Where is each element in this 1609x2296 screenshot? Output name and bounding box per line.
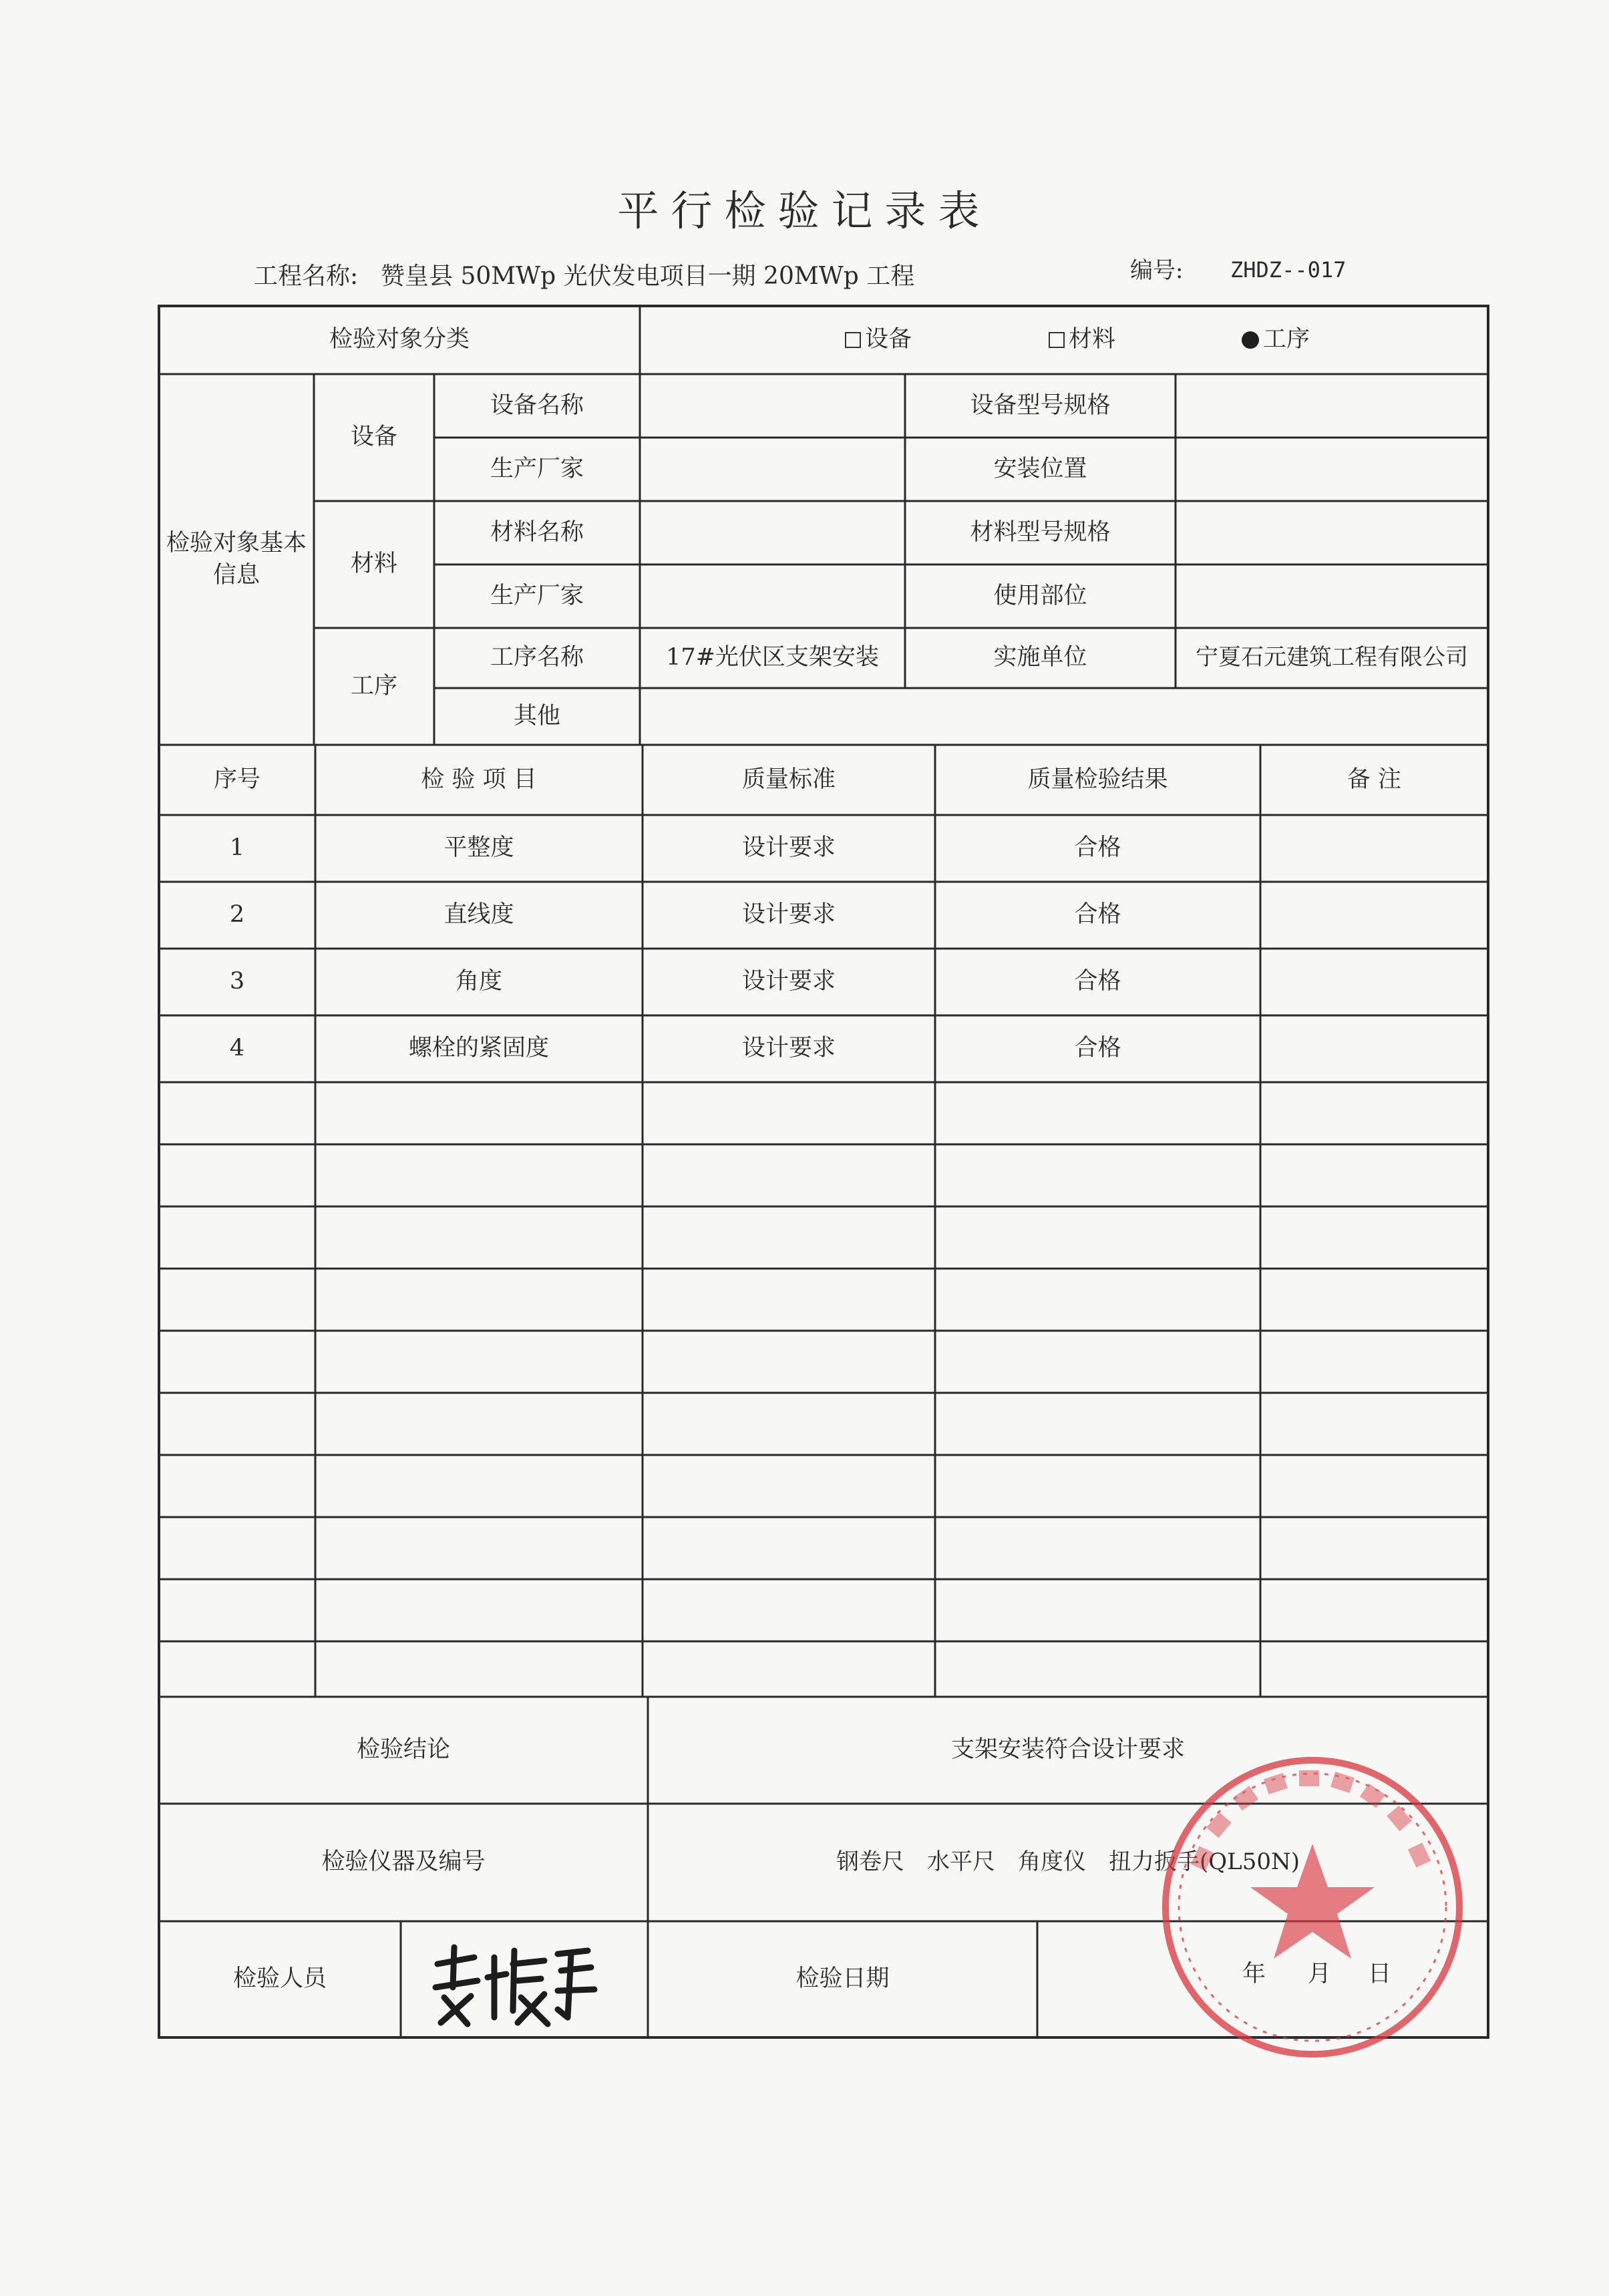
instruments-value: 钢卷尺 水平尺 角度仪 扭力扳手(QL50N) bbox=[836, 1848, 1300, 1876]
form-number-value: ZHDZ--017 bbox=[1230, 257, 1347, 283]
row-no: 3 bbox=[229, 968, 245, 995]
category-option-process[interactable] bbox=[1209, 306, 1343, 374]
form-title: 平行检验记录表 bbox=[617, 186, 992, 235]
col-header-remark: 备 注 bbox=[1347, 766, 1402, 793]
row-no: 4 bbox=[229, 1035, 245, 1062]
row-no: 2 bbox=[229, 901, 245, 929]
equipment-model-value bbox=[1176, 374, 1488, 438]
row-result: 合格 bbox=[1074, 901, 1121, 929]
material-usage-value bbox=[1176, 564, 1488, 628]
category-option-equipment[interactable] bbox=[812, 306, 945, 374]
equipment-name-label: 设备名称 bbox=[490, 391, 584, 419]
inspector-label: 检验人员 bbox=[232, 1965, 327, 1993]
row-no: 1 bbox=[229, 834, 245, 862]
category-option-label: 设备 bbox=[864, 326, 912, 353]
row-item: 直线度 bbox=[443, 901, 514, 929]
row-item: 螺栓的紧固度 bbox=[408, 1035, 549, 1062]
row-result: 合格 bbox=[1074, 1035, 1121, 1062]
process-other-value bbox=[640, 688, 1488, 745]
row-standard: 设计要求 bbox=[741, 834, 836, 862]
material-model-value bbox=[1176, 501, 1488, 564]
process-group-label: 工序 bbox=[350, 672, 397, 699]
checkbox-empty-icon bbox=[1049, 332, 1065, 348]
col-header-result: 质量检验结果 bbox=[1027, 766, 1168, 793]
col-header-standard: 质量标准 bbox=[741, 766, 836, 793]
material-group-label: 材料 bbox=[350, 550, 397, 578]
material-name-value bbox=[640, 501, 905, 564]
material-maker-label: 生产厂家 bbox=[490, 582, 584, 609]
project-name-value: 赞皇县 50MWp 光伏发电项目一期 20MWp 工程 bbox=[381, 263, 915, 290]
equipment-location-label: 安装位置 bbox=[993, 455, 1087, 482]
process-other-label: 其他 bbox=[513, 702, 560, 729]
row-remark bbox=[1260, 882, 1488, 949]
row-remark bbox=[1260, 815, 1488, 882]
category-option-label: 工序 bbox=[1262, 326, 1310, 353]
row-standard: 设计要求 bbox=[741, 901, 836, 929]
process-unit-label: 实施单位 bbox=[993, 644, 1087, 671]
row-item: 平整度 bbox=[443, 834, 514, 862]
equipment-group-label: 设备 bbox=[350, 424, 397, 451]
equipment-maker-label: 生产厂家 bbox=[490, 455, 584, 482]
col-header-no: 序号 bbox=[213, 766, 260, 793]
conclusion-label: 检验结论 bbox=[356, 1736, 450, 1764]
process-name-label: 工序名称 bbox=[490, 644, 584, 671]
row-item: 角度 bbox=[455, 968, 502, 995]
material-name-label: 材料名称 bbox=[490, 518, 584, 546]
checkbox-empty-icon bbox=[845, 332, 861, 348]
date-month-label: 月 bbox=[1308, 1961, 1332, 1987]
category-option-material[interactable] bbox=[1015, 306, 1149, 374]
category-option-label: 材料 bbox=[1068, 326, 1115, 353]
form-number-label: 编号: bbox=[1130, 257, 1184, 284]
date-day-label: 日 bbox=[1368, 1961, 1392, 1987]
material-usage-label: 使用部位 bbox=[993, 582, 1087, 609]
checkbox-filled-icon bbox=[1242, 331, 1259, 349]
row-remark bbox=[1260, 1015, 1488, 1082]
equipment-maker-value bbox=[640, 438, 905, 501]
process-unit-value: 宁夏石元建筑工程有限公司 bbox=[1196, 644, 1468, 671]
col-header-item: 检 验 项 目 bbox=[421, 766, 537, 793]
equipment-model-label: 设备型号规格 bbox=[970, 391, 1111, 419]
inspector-signature bbox=[427, 1937, 601, 2031]
company-seal-stamp bbox=[1155, 1750, 1469, 2064]
row-result: 合格 bbox=[1074, 834, 1121, 862]
row-remark bbox=[1260, 949, 1488, 1015]
instruments-label: 检验仪器及编号 bbox=[321, 1848, 486, 1876]
row-result: 合格 bbox=[1074, 968, 1121, 995]
category-label: 检验对象分类 bbox=[329, 326, 470, 353]
equipment-name-value bbox=[640, 374, 905, 438]
project-name-label: 工程名称: bbox=[254, 263, 359, 290]
material-maker-value bbox=[640, 564, 905, 628]
date-label: 检验日期 bbox=[795, 1965, 890, 1993]
date-year-label: 年 bbox=[1242, 1961, 1266, 1987]
conclusion-value: 支架安装符合设计要求 bbox=[950, 1736, 1185, 1764]
equipment-location-value bbox=[1176, 438, 1488, 501]
row-standard: 设计要求 bbox=[741, 968, 836, 995]
process-name-value: 17#光伏区支架安装 bbox=[666, 644, 879, 671]
basic-info-label: 检验对象基本信息 bbox=[166, 530, 307, 589]
row-standard: 设计要求 bbox=[741, 1035, 836, 1062]
material-model-label: 材料型号规格 bbox=[970, 518, 1111, 546]
